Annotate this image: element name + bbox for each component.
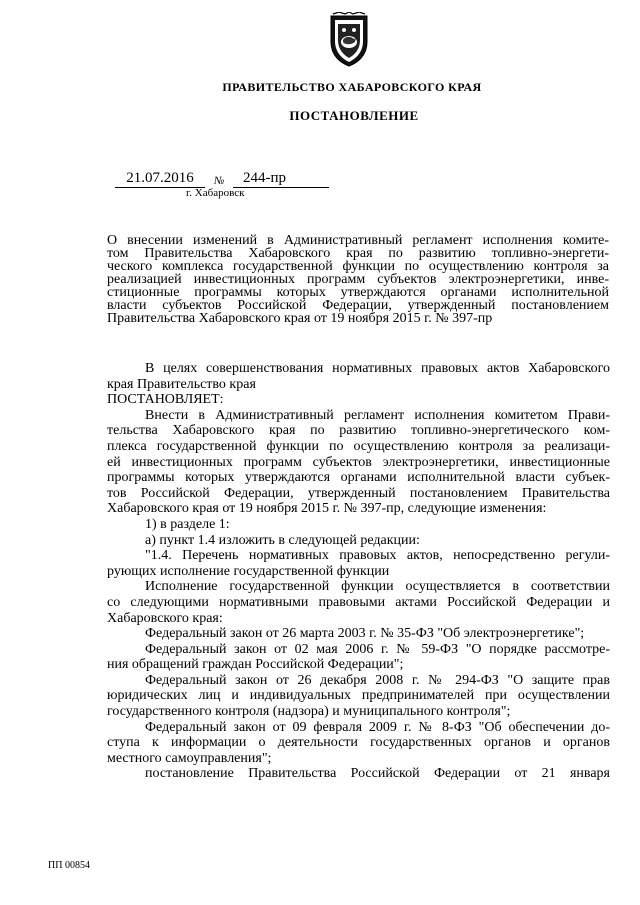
body-line: программы которых утверждаются органами исполнительной власти субъек- xyxy=(107,470,610,486)
subject-line: том Правительства Хабаровского края по развитию топливно-энергети- xyxy=(107,246,609,261)
body-line: края Правительство края xyxy=(107,376,256,392)
document-date: 21.07.2016 xyxy=(115,170,205,188)
body-line: тельства Хабаровского края по развитию топливно-энергетического ком- xyxy=(107,423,610,439)
body-line: государственного контроля (надзора) и муниципального контроля"; xyxy=(107,704,511,720)
government-title: ПРАВИТЕЛЬСТВО ХАБАРОВСКОГО КРАЯ xyxy=(222,80,482,94)
body-line: "1.4. Перечень нормативных правовых актов, непосредственно регули- xyxy=(145,548,610,564)
body-line: 1) в разделе 1: xyxy=(145,516,230,532)
subject-line: ческого комплекса государственной функции по осуществлению контроля за xyxy=(107,259,609,274)
subject-line: власти субъектов Российской Федерации, утвержденный постановлением xyxy=(107,298,609,313)
body-line: рующих исполнение государственной функции xyxy=(107,563,390,579)
body-line: а) пункт 1.4 изложить в следующей редакции: xyxy=(145,532,420,548)
document-type: ПОСТАНОВЛЕНИЕ xyxy=(289,108,419,123)
body-line: тов Российской Федерации, утвержденный постановлением Правительства xyxy=(107,485,610,501)
document-subject xyxy=(107,234,609,325)
document-number: 244-пр xyxy=(233,170,329,188)
document-body xyxy=(107,361,610,782)
body-line: Хабаровского края от 19 ноября 2015 г. № 397-пр, следующие изменения: xyxy=(107,501,547,517)
body-line: Хабаровского края: xyxy=(107,610,223,626)
subject-line: Правительства Хабаровского края от 19 ноября 2015 г. № 397-пр xyxy=(107,311,493,326)
body-line: Федеральный закон от 02 мая 2006 г. № 59-ФЗ "О порядке рассмотре- xyxy=(145,641,610,657)
footer-code: ПП 00854 xyxy=(48,860,90,871)
subject-line: реализацией инвестиционных программ субъектов электроэнергетики, инве- xyxy=(107,272,609,287)
body-line: В целях совершенствования нормативных правовых актов Хабаровского xyxy=(145,361,610,376)
subject-line: О внесении изменений в Административный регламент исполнения комите- xyxy=(107,233,609,248)
body-line: Внести в Административный регламент исполнения комитетом Прави- xyxy=(145,407,610,423)
body-line: ступа к информации о деятельности государственных органов и органов xyxy=(107,735,610,751)
body-line: плекса государственной функции по осуществлению контроля за реализаци- xyxy=(107,438,610,454)
body-line: со следующими нормативными правовыми актами Российской Федерации и xyxy=(107,594,610,610)
resolve-heading: ПОСТАНОВЛЯЕТ: xyxy=(107,392,224,408)
body-line: ния обращений граждан Российской Федерации"; xyxy=(107,657,404,673)
coat-of-arms-icon xyxy=(329,12,369,68)
number-sign: № xyxy=(214,175,225,187)
body-line: постановление Правительства Российской Федерации от 21 января xyxy=(145,766,610,782)
body-line: Федеральный закон от 09 февраля 2009 г. № 8-ФЗ "Об обеспечении до- xyxy=(145,719,610,735)
body-line: Федеральный закон от 26 марта 2003 г. № 35-ФЗ "Об электроэнергетике"; xyxy=(145,626,585,642)
subject-line: стиционные программы которых утверждаются органами исполнительной xyxy=(107,285,609,300)
document-city: г. Хабаровск xyxy=(186,187,245,199)
body-line: Федеральный закон от 26 декабря 2008 г. № 294-ФЗ "О защите прав xyxy=(145,672,610,688)
body-line: местного самоуправления"; xyxy=(107,750,272,766)
body-line: Исполнение государственной функции осуществляется в соответствии xyxy=(145,579,610,595)
body-line: юридических лиц и индивидуальных предпринимателей при осуществлении xyxy=(107,688,610,704)
body-line: ей инвестиционных программ субъектов электроэнергетики, инвестиционные xyxy=(107,454,610,470)
